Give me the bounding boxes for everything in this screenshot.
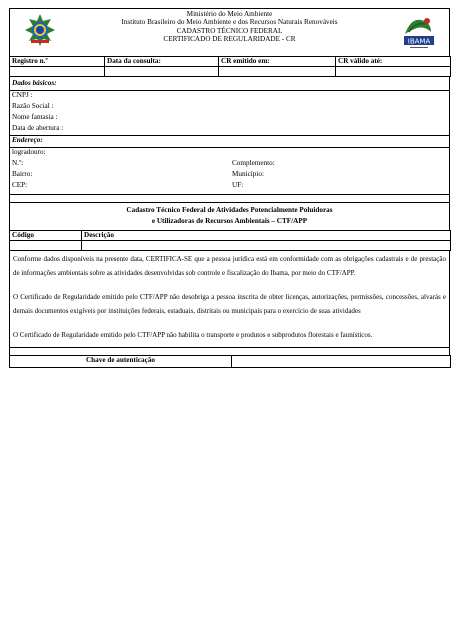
cadastro-title: CADASTRO TÉCNICO FEDERAL	[176, 26, 283, 35]
activities-title	[9, 203, 450, 231]
activities-title-line1: Cadastro Técnico Federal de Atividades Potencialmente Poluidoras	[126, 206, 333, 214]
basic-data-section	[9, 77, 450, 195]
activities-title-line2: e Utilizadoras de Recursos Ambientais – CTF/APP	[151, 217, 308, 225]
basic-data-heading: Dados básicos:	[12, 79, 57, 87]
bairro-label: Bairro:	[12, 170, 33, 178]
statement-conformity: Conforme dados disponíveis na presente data, CERTIFICA-SE que a pessoa jurídica está em conformidade com as obrigações cadastrais e de prestação de informações ambientais sobre as atividades desenvolvidas sob controle e fiscalização do Ibama, por meio do CTF/APP.	[13, 255, 446, 277]
numero-label: N.º:	[12, 159, 24, 167]
cr-emitido-label: CR emitido em:	[219, 57, 336, 67]
cr-valido-label: CR válido até:	[336, 57, 451, 67]
cep-label: CEP:	[12, 181, 28, 189]
municipio-label: Município:	[232, 170, 264, 178]
certificate-title: CERTIFICADO DE REGULARIDADE - CR	[163, 34, 296, 43]
registry-table	[9, 56, 451, 77]
descricao-header: Descrição	[82, 231, 451, 241]
statements-section	[9, 251, 450, 348]
activities-table	[9, 230, 451, 251]
address-heading: Endereço:	[12, 136, 43, 144]
cnpj-label: CNPJ :	[12, 91, 33, 99]
ministry-name: Ministério do Meio Ambiente	[186, 10, 273, 18]
institute-name: Instituto Brasileiro do Meio Ambiente e dos Recursos Naturais Renováveis	[121, 18, 338, 27]
data-abertura-label: Data de abertura :	[12, 124, 64, 132]
cr-emitido-value	[219, 67, 336, 77]
uf-label: UF:	[232, 181, 244, 189]
logradouro-label: logradouro:	[12, 148, 46, 156]
statement-licenses: O Certificado de Regularidade emitido pelo CTF/APP não desobriga a pessoa inscrita de obter licenças, autorizações, permissões, concessões, alvarás e demais documentos exigíveis por instituições federais, estaduais, distritais ou municipais para o exercício de suas atividades	[13, 293, 446, 315]
registro-value	[10, 67, 105, 77]
razao-social-label: Razão Social :	[12, 102, 54, 110]
cr-valido-value	[336, 67, 451, 77]
chave-autenticacao-value	[232, 355, 451, 367]
data-consulta-label: Data da consulta:	[105, 57, 219, 67]
statement-transport: O Certificado de Regularidade emitido pelo CTF/APP não habilita o transporte e produtos e subprodutos florestais e faunísticos.	[13, 331, 373, 339]
nome-fantasia-label: Nome fantasia :	[12, 113, 58, 121]
spacer-row	[9, 195, 450, 203]
codigo-cell	[10, 241, 82, 251]
descricao-cell	[82, 241, 451, 251]
brazil-coat-of-arms-icon	[22, 12, 58, 48]
certificate-document	[9, 8, 450, 368]
registro-label: Registro n.º	[10, 57, 105, 67]
codigo-header: Código	[10, 231, 82, 241]
svg-text:IBAMA: IBAMA	[407, 37, 431, 46]
complemento-label: Complemento:	[232, 159, 275, 167]
auth-table	[9, 355, 451, 368]
chave-autenticacao-label: Chave de autenticação	[10, 355, 232, 367]
data-consulta-value	[105, 67, 219, 77]
document-header	[9, 8, 450, 56]
ibama-logo-icon	[401, 12, 437, 52]
